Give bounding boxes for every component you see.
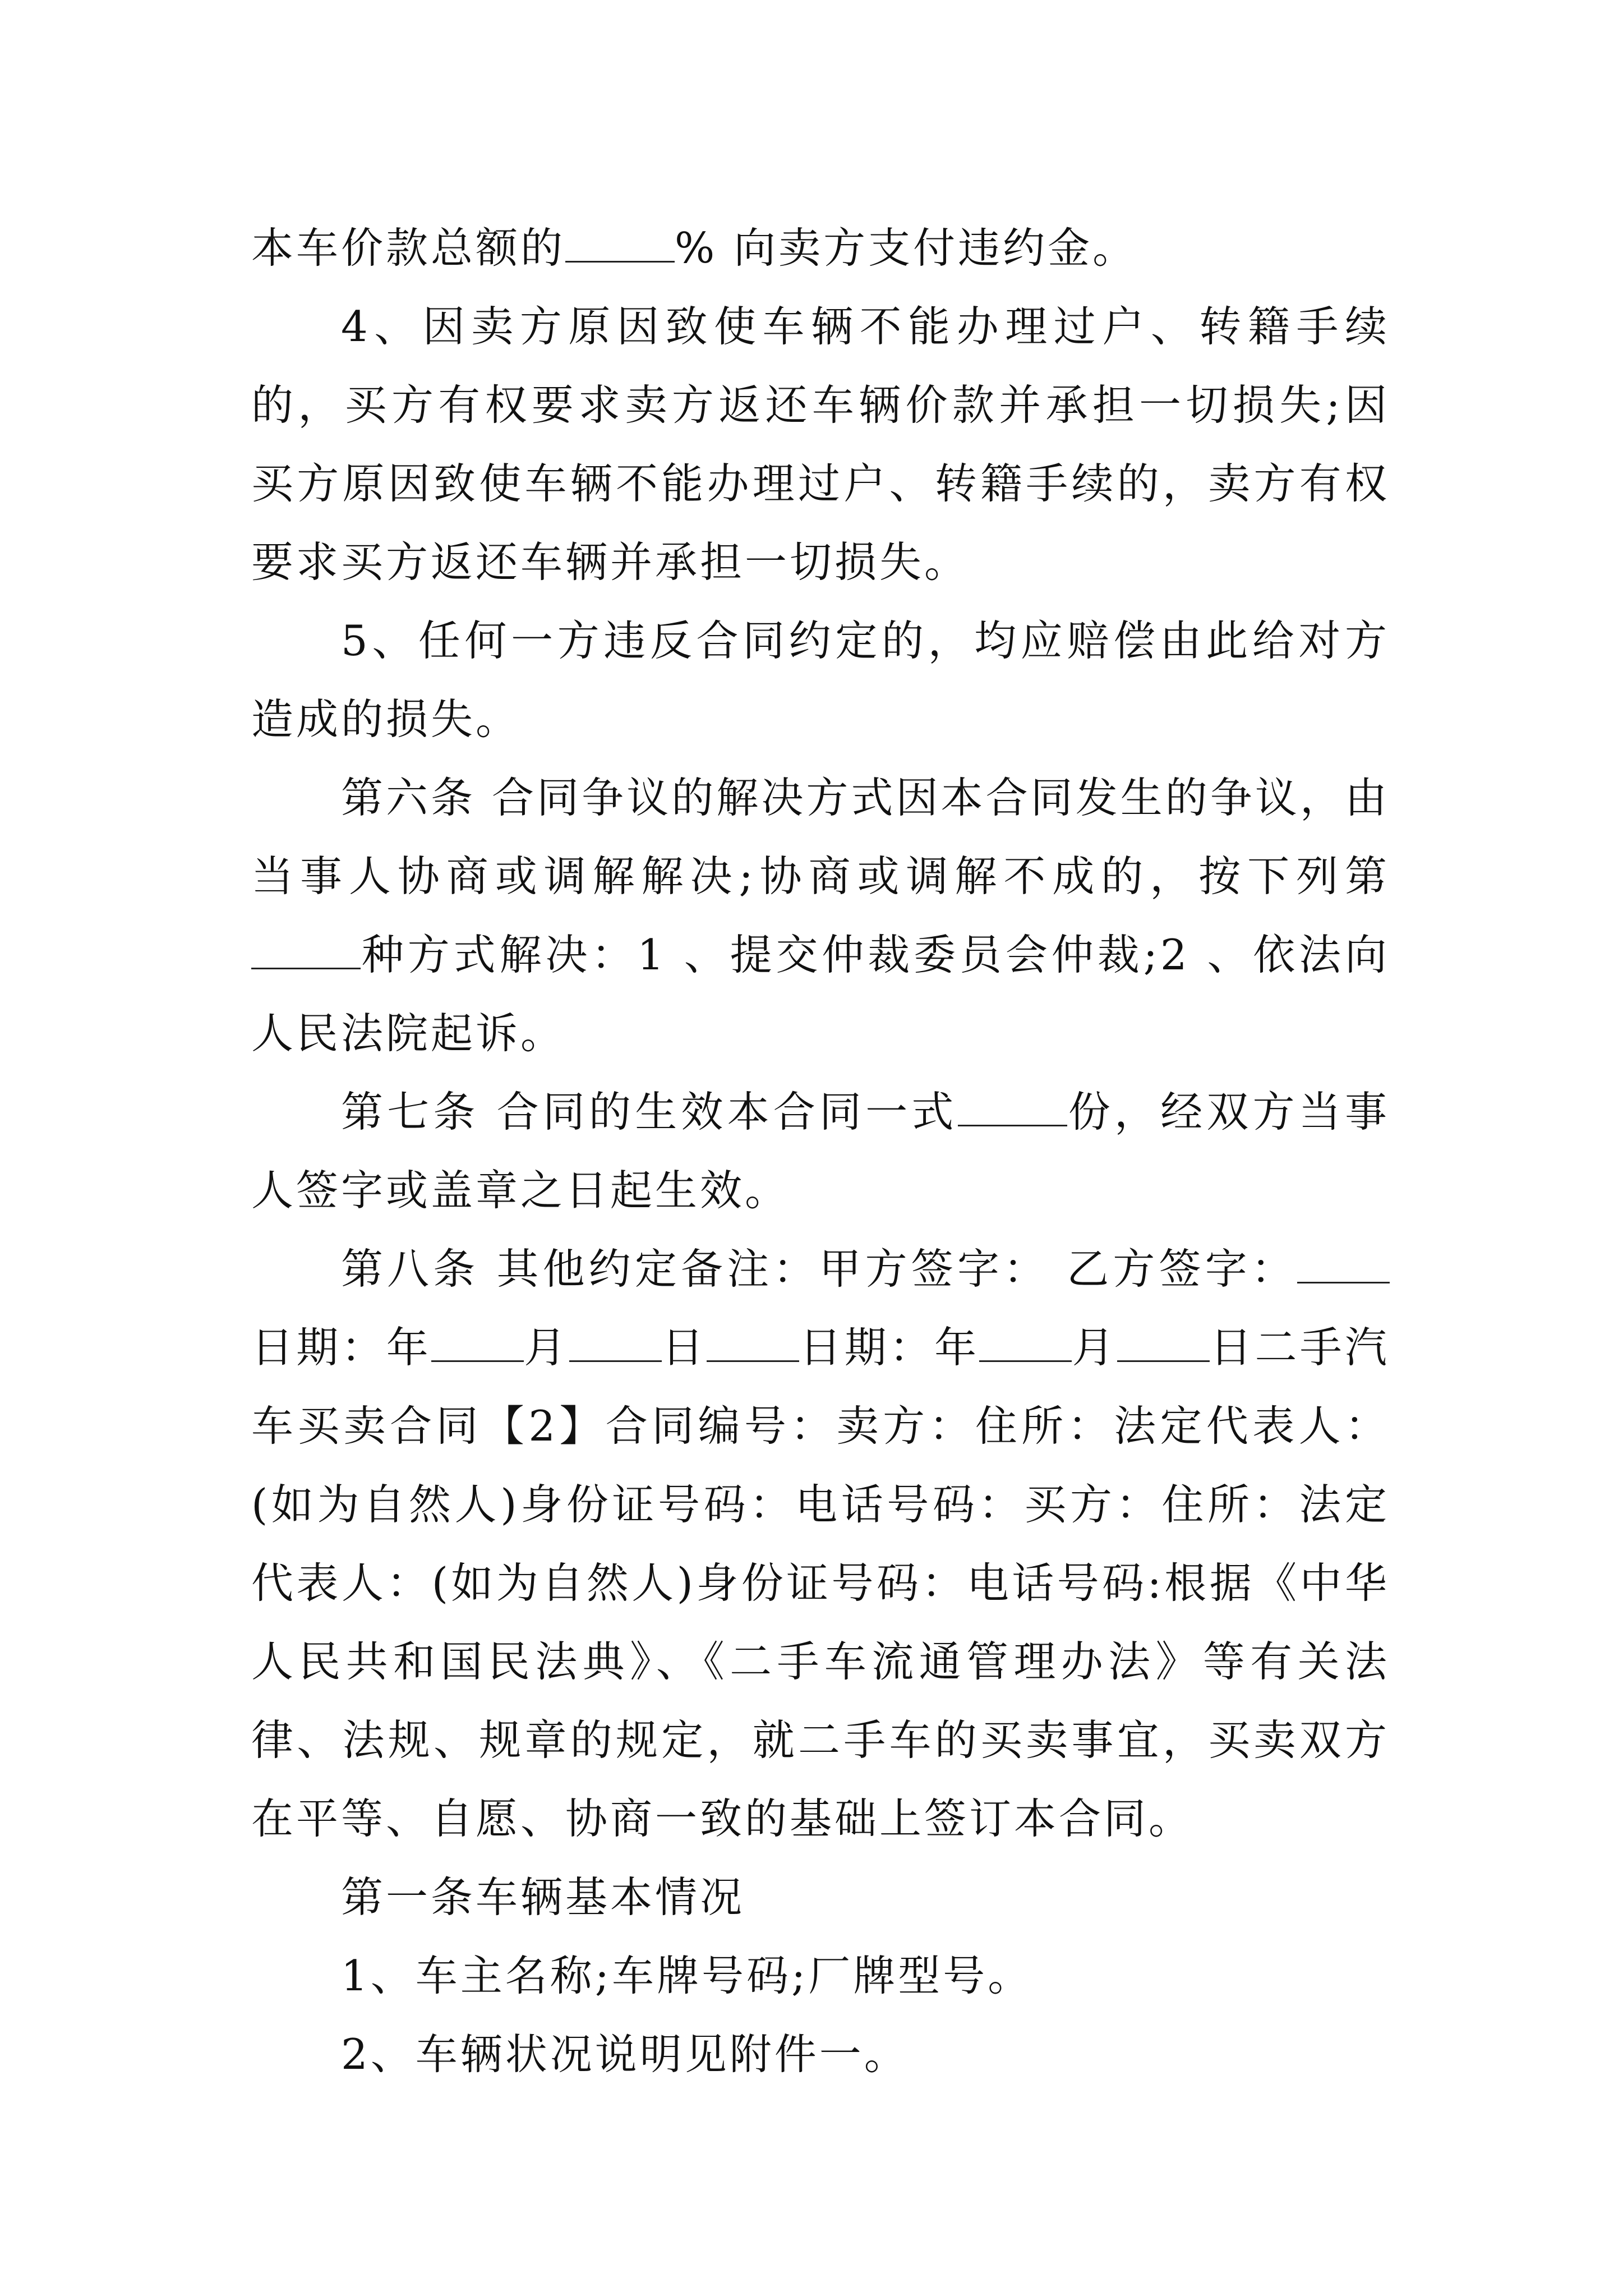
paragraph-breach-clause: 5、任何一方违反合同约定的，均应赔偿由此给对方造成的损失。 <box>251 616 1390 744</box>
text-run: 份，经双方当事人签字或盖章之日起生效。 <box>251 1087 1390 1215</box>
text-run: 第六条 合同争议的解决方式因本合同发生的争议，由当事人协商或调解解决;协商或调解不成的，按下列第 <box>251 773 1390 901</box>
document-body <box>251 209 1390 2093</box>
text-run: 种方式解决：1 、提交仲裁委员会仲裁;2 、依法向人民法院起诉。 <box>251 930 1390 1058</box>
text-run: 本车价款总额的 <box>251 223 566 273</box>
fill-in-blank <box>1117 1318 1210 1362</box>
text-run: 日期：年 <box>799 1323 980 1372</box>
text-run: 日 <box>661 1323 707 1372</box>
text-run: % 向卖方支付违约金。 <box>675 223 1138 273</box>
paragraph-article-eight <box>251 1230 1390 1858</box>
text-run: 第七条 合同的生效本合同一式 <box>341 1087 958 1137</box>
fill-in-blank <box>431 1318 524 1362</box>
paragraph-article-six <box>251 758 1390 1073</box>
fill-in-blank <box>251 926 361 969</box>
paragraph-vehicle-condition: 2、车辆状况说明见附件一。 <box>341 2030 909 2079</box>
fill-in-blank <box>707 1318 799 1362</box>
text-run: 月 <box>1072 1323 1117 1372</box>
paragraph-vehicle-info: 1、车主名称;车牌号码;厂牌型号。 <box>341 1951 1033 2000</box>
text-run: 第八条 其他约定备注：甲方签字： 乙方签字： <box>341 1244 1297 1294</box>
fill-in-blank <box>979 1318 1072 1362</box>
fill-in-blank <box>565 219 675 263</box>
fill-in-blank <box>569 1318 662 1362</box>
paragraph-article-seven <box>251 1073 1390 1230</box>
text-run: 月 <box>524 1323 569 1372</box>
fill-in-blank <box>1297 1240 1390 1283</box>
paragraph-transfer-clause: 4、因卖方原因致使车辆不能办理过户、转籍手续的，买方有权要求卖方返还车辆价款并承担一切损失;因买方原因致使车辆不能办理过户、转籍手续的，卖方有权要求买方返还车辆并承担一切损失。 <box>251 302 1390 587</box>
paragraph-penalty-clause <box>251 209 1390 287</box>
text-run: 日二手汽车买卖合同【2】合同编号：卖方：住所：法定代表人：(如为自然人)身份证号码：电话号码：买方：住所：法定代表人：(如为自然人)身份证号码：电话号码:根据《中华人民共和国民法典》、《二手车流通管理办法》等有关法律、法规、规章的规定，就二手车的买卖事宜，买卖双方在平等、自愿、协商一致的基础上签订本合同。 <box>251 1323 1390 1843</box>
paragraph-article-one-heading: 第一条车辆基本情况 <box>341 1872 745 1922</box>
fill-in-blank <box>958 1083 1067 1126</box>
text-run: 日期：年 <box>251 1323 432 1372</box>
